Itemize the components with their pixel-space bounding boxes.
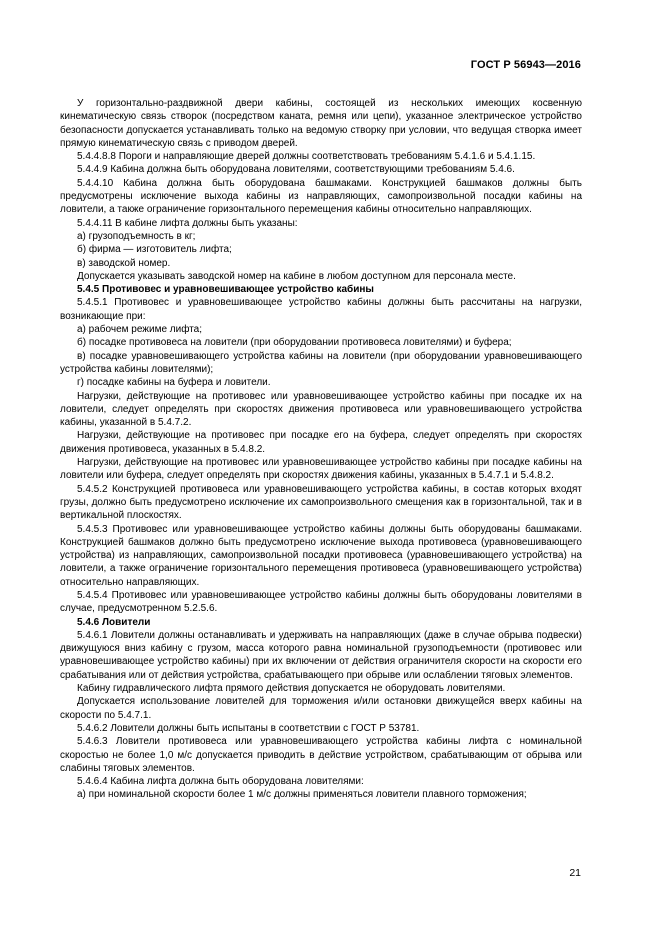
paragraph: 5.4.6.1 Ловители должны останавливать и удерживать на направляющих (даже в случае обрыва подвески) движущуюся вниз кабину с грузом, масса которого равна номинальной грузоподъемности (противовес или уравновешивающее устройство кабины) при их включении от действия ограничителя скорости на скорости его срабатывания или от действия устройства, срабатывающего при обрыве или ослаблении тяговых элементов. (60, 629, 582, 681)
list-item: в) посадке уравновешивающего устройства кабины на ловители (при оборудовании уравновешивающего устройства кабины ловителями); (60, 350, 582, 375)
paragraph: 5.4.5.4 Противовес или уравновешивающее устройство кабины должны быть оборудованы ловителями в случае, предусмотренном 5.2.5.6. (60, 589, 582, 615)
list-item: в) заводской номер. (77, 257, 171, 269)
paragraph: Нагрузки, действующие на противовес при посадке его на буфера, следует определять при скоростях движения противовеса, указанных в 5.4.8.2. (60, 430, 582, 455)
paragraph: 5.4.5.1 Противовес и уравновешивающее устройство кабины должны быть рассчитаны на нагрузки, возникающие при: (60, 297, 582, 322)
section-heading: 5.4.6 Ловители (77, 616, 151, 628)
list-item: г) посадке кабины на буфера и ловители. (77, 377, 271, 389)
paragraph: 5.4.4.10 Кабина должна быть оборудована башмаками. Конструкцией башмаков должны быть предусмотрены исключение выхода кабины из направляющих, самопроизвольной посадки кабины на ловители, а также ограничение горизонтального перемещения кабины относительно направляющих. (60, 177, 582, 216)
section-heading: 5.4.5 Противовес и уравновешивающее устройство кабины (77, 284, 374, 296)
paragraph: 5.4.6.2 Ловители должны быть испытаны в соответствии с ГОСТ Р 53781. (77, 722, 420, 734)
paragraph: 5.4.4.9 Кабина должна быть оборудована ловителями, соответствующими требованиям 5.4.6. (77, 164, 515, 176)
list-item: а) грузоподъемность в кг; (77, 230, 196, 242)
paragraph: 5.4.4.11 В кабине лифта должны быть указаны: (77, 217, 298, 229)
paragraph: 5.4.6.3 Ловители противовеса или уравновешивающего устройства кабины лифта с номинальной скоростью не более 1,0 м/с допускается приводить в действие устройством, срабатывающим от обрыва или слабины тяговых элементов. (60, 736, 582, 774)
list-item: б) фирма — изготовитель лифта; (77, 244, 232, 256)
paragraph: 5.4.5.3 Противовес или уравновешивающее устройство кабины должны быть оборудованы башмаками. Конструкцией башмаков должно быть предусмотрено исключение выхода противовеса (уравновешивающего устройства) из направляющих, самопроизвольной посадки противовеса (уравновешивающего устройства) на ловители, а также ограничение горизонтального перемещения противовеса (уравновешивающего устройства) относительно направляющих. (60, 523, 582, 588)
list-item: а) рабочем режиме лифта; (77, 324, 203, 336)
paragraph: Кабину гидравлического лифта прямого действия допускается не оборудовать ловителями. (77, 683, 506, 695)
paragraph: Нагрузки, действующие на противовес или уравновешивающее устройство кабины при посадке кабины на ловители или буфера, следует определять при скоростях движения кабины, указанных в 5.4.7.1 и 5.4.8.2. (60, 457, 582, 482)
paragraph: У горизонтально-раздвижной двери кабины, состоящей из нескольких имеющих косвенную кинематическую связь створок (посредством каната, ремня или цепи), указанное электрическое устройство безопасности допускается устанавливать только на ведомую створку при условии, что ведущая створка имеет прямую кинематическую связь с приводом дверей. (60, 98, 582, 149)
document-number: ГОСТ Р 56943—2016 (470, 59, 581, 71)
paragraph: 5.4.4.8.8 Пороги и направляющие дверей должны соответствовать требованиям 5.4.1.6 и 5.4.1.15. (77, 151, 536, 163)
document-body (60, 97, 582, 802)
paragraph: Допускается использование ловителей для торможения и/или остановки движущейся вверх кабины на скорости по 5.4.7.1. (60, 696, 582, 721)
list-item: а) при номинальной скорости более 1 м/с должны применяться ловители плавного торможения; (77, 789, 527, 801)
list-item: б) посадке противовеса на ловители (при оборудовании противовеса ловителями) и буфера; (77, 337, 512, 349)
paragraph: Допускается указывать заводской номер на кабине в любом доступном для персонала месте. (77, 270, 516, 282)
page-number: 21 (569, 867, 581, 879)
paragraph: 5.4.5.2 Конструкцией противовеса или уравновешивающего устройства кабины, в состав которых входят грузы, должно быть предусмотрено исключение их самопроизвольного смещения как в горизонтальной, так и в вертикальной плоскостях. (60, 483, 582, 522)
paragraph: 5.4.6.4 Кабина лифта должна быть оборудована ловителями: (77, 776, 364, 788)
paragraph: Нагрузки, действующие на противовес или уравновешивающее устройство кабины при посадке их на ловители, следует определять при скоростях движения противовеса или уравновешивающего устройства кабины, указанной в 5.4.7.2. (60, 390, 582, 429)
